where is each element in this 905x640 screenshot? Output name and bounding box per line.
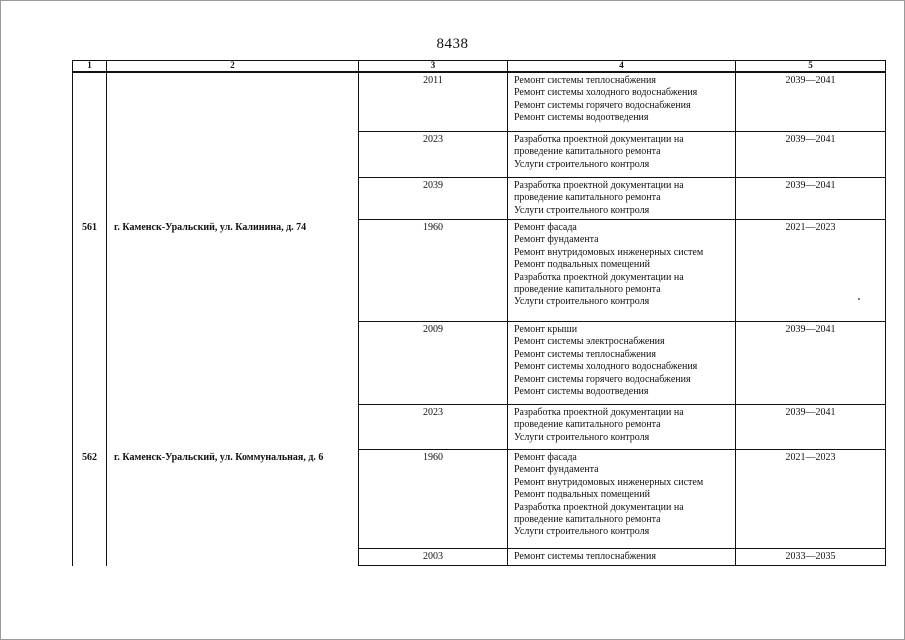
work-item: Ремонт внутридомовых инженерных систем [514,246,704,258]
planned-period: 2039—2041 [736,72,886,132]
work-item: Разработка проектной документации на [514,134,684,145]
commission-year: 2003 [359,549,508,566]
work-item: Услуги строительного контроля [514,204,650,216]
commission-year: 2011 [359,72,508,132]
work-item: Ремонт системы горячего водоснабжения [514,99,691,111]
column-header: 5 [736,61,886,73]
work-item: Разработка проектной документации на [514,407,684,418]
work-item: Ремонт системы холодного водоснабжения [514,361,698,373]
commission-year: 2039 [359,178,508,220]
building-address: г. Каменск-Уральский, ул. Калинина, д. 74 [107,220,359,450]
work-item: Ремонт системы водоотведения [514,386,649,398]
building-number [73,72,107,220]
column-header: 2 [107,61,359,73]
planned-period: 2033—2035 [736,549,886,566]
building-address [107,72,359,220]
repair-schedule-table [72,60,886,566]
work-item: проведение капитального ремонта [514,419,661,431]
work-item: проведение капитального ремонта [514,284,661,296]
work-item: Ремонт системы теплоснабжения [514,348,656,360]
planned-period: 2039—2041 [736,322,886,405]
work-item: Ремонт фундамента [514,464,599,476]
column-header-row [73,61,886,73]
planned-period: 2039—2041 [736,405,886,450]
work-item: Ремонт системы электроснабжения [514,336,665,348]
work-item: Ремонт фундамента [514,234,599,246]
planned-period: 2039—2041 [736,132,886,178]
work-item: Разработка проектной документации на [514,180,684,191]
works-list [508,178,736,220]
work-item: Ремонт фасада [514,452,577,463]
commission-year: 2023 [359,132,508,178]
work-item: Услуги строительного контроля [514,158,650,170]
work-item: Услуги строительного контроля [514,431,650,443]
works-list [508,322,736,405]
work-item: Услуги строительного контроля [514,526,650,538]
work-item: Ремонт системы водоотведения [514,112,649,124]
commission-year: 1960 [359,220,508,322]
work-item: проведение капитального ремонта [514,146,661,158]
building-number: 562 [73,450,107,566]
work-item: Разработка проектной документации на [514,271,684,283]
table-body [73,72,886,566]
work-item: проведение капитального ремонта [514,514,661,526]
commission-year: 2009 [359,322,508,405]
work-item: Ремонт подвальных помещений [514,489,650,501]
column-header: 3 [359,61,508,73]
works-list [508,549,736,566]
works-list [508,220,736,322]
work-item: Ремонт внутридомовых инженерных систем [514,476,704,488]
commission-year: 2023 [359,405,508,450]
scan-speck [858,298,860,300]
planned-period: 2021—2023 [736,450,886,549]
works-list [508,450,736,549]
commission-year: 1960 [359,450,508,549]
works-list [508,405,736,450]
works-list [508,72,736,132]
building-number: 561 [73,220,107,450]
column-header: 1 [73,61,107,73]
table-row [73,220,886,322]
work-item: Ремонт системы теплоснабжения [514,551,656,562]
planned-period: 2039—2041 [736,178,886,220]
work-item: Ремонт подвальных помещений [514,259,650,271]
work-item: Разработка проектной документации на [514,501,684,513]
planned-period: 2021—2023 [736,220,886,322]
work-item: Ремонт системы холодного водоснабжения [514,87,698,99]
work-item: Ремонт крыши [514,324,578,335]
work-item: Ремонт фасада [514,222,577,233]
work-item: Ремонт системы горячего водоснабжения [514,373,691,385]
works-list [508,132,736,178]
column-header: 4 [508,61,736,73]
work-item: Ремонт системы теплоснабжения [514,75,656,86]
table-row [73,72,886,132]
table-row [73,450,886,549]
work-item: проведение капитального ремонта [514,192,661,204]
page-number: 8438 [436,36,469,52]
work-item: Услуги строительного контроля [514,296,650,308]
building-address: г. Каменск-Уральский, ул. Коммунальная, д. 6 [107,450,359,566]
